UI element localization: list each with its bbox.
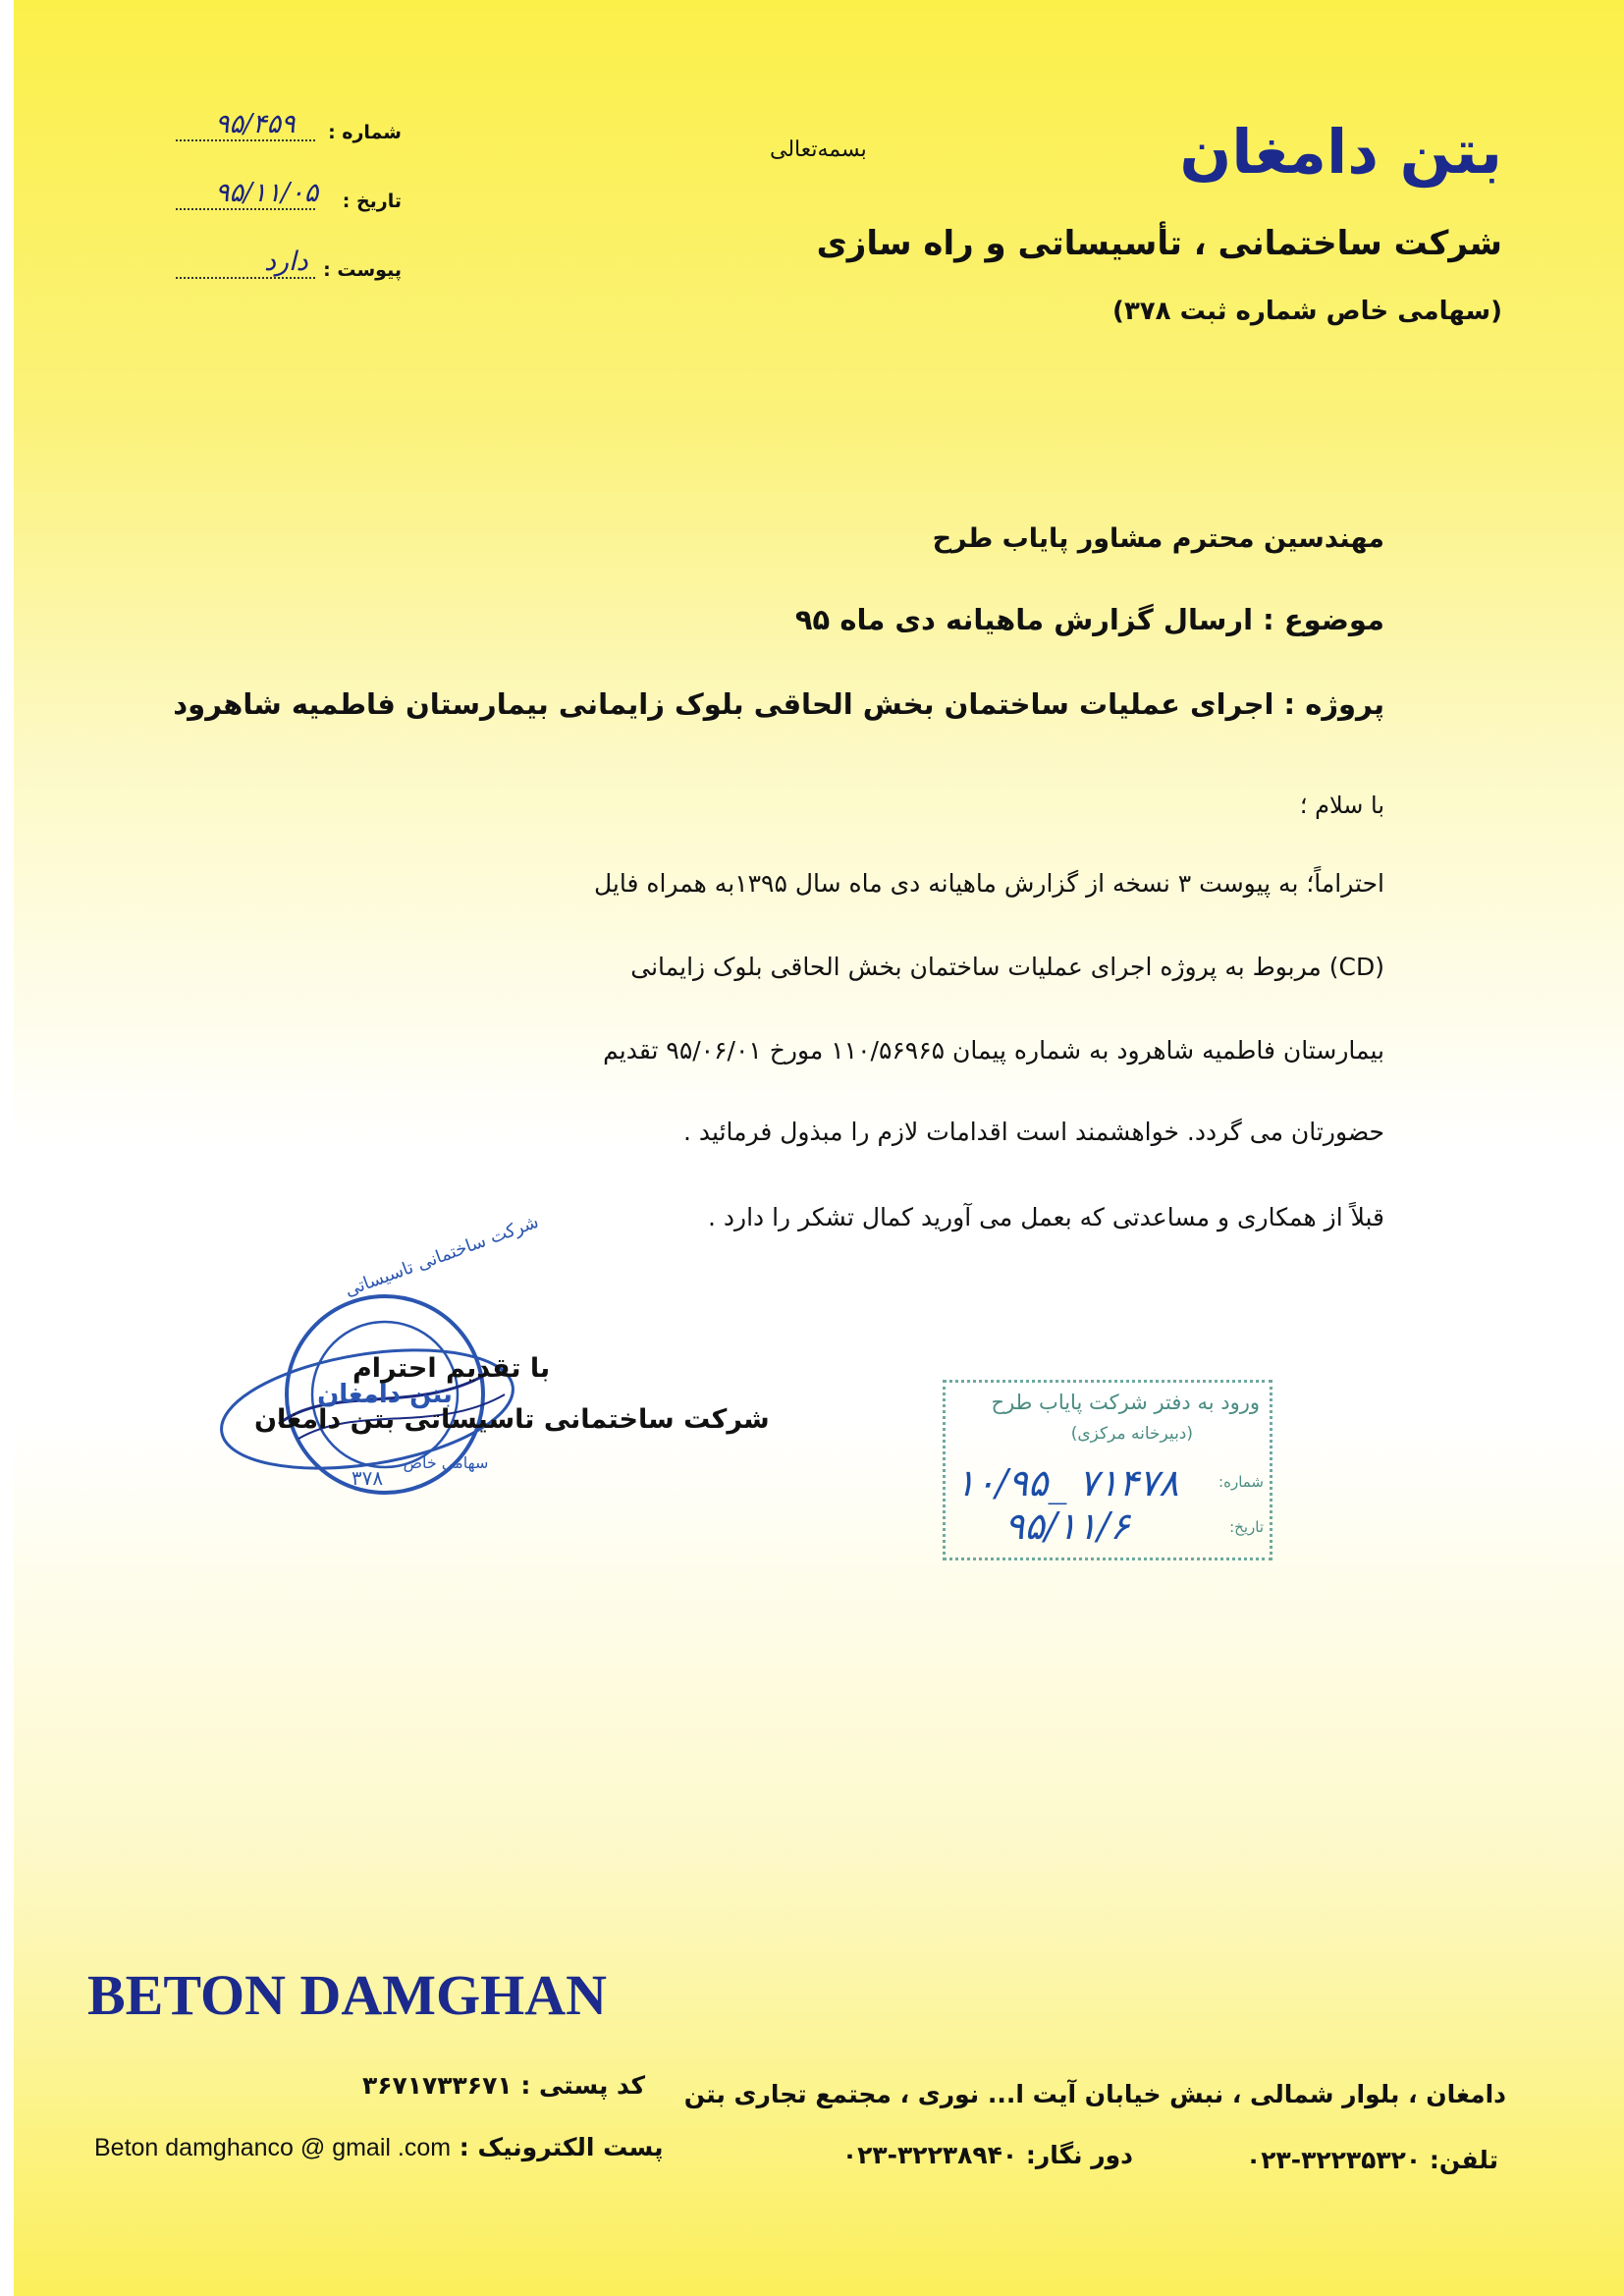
letter-greeting: با سلام ؛: [1299, 792, 1384, 819]
seal-center-text: بتن دامغان: [317, 1380, 453, 1409]
received-stamp-date: ۹۵/۱۱/۶: [1004, 1504, 1130, 1548]
brand-name-en: BETON DAMGHAN: [87, 1963, 608, 2027]
meta-date-value: ۹۵/۱۱/۰۵: [215, 178, 319, 208]
received-stamp-date-label: تاریخ:: [1229, 1518, 1264, 1536]
seal-top-text: شرکت ساختمانی تاسیساتی: [342, 1211, 542, 1301]
meta-date: [176, 175, 402, 214]
bismillah-text: بسمه‌تعالی: [770, 137, 867, 162]
received-stamp-title: ورود به دفتر شرکت پایاب طرح: [991, 1391, 1260, 1414]
meta-number-line: [176, 139, 315, 141]
meta-attachment-value: دارد: [264, 246, 308, 277]
meta-number-label: شماره :: [328, 122, 402, 143]
seal-bottom-text: سهامی خاص: [403, 1453, 489, 1472]
signature-company: شرکت ساختمانی تاسیساتی بتن دامغان: [254, 1404, 770, 1435]
meta-attachment-label: پیوست :: [323, 259, 402, 281]
footer-postal-label: کد پستی :: [520, 2071, 646, 2100]
meta-attachment: [176, 244, 402, 283]
letter-body-line: احتراماً؛ به پیوست ۳ نسخه از گزارش ماهیانه دی ماه سال ۱۳۹۵به همراه فایل: [593, 869, 1384, 898]
footer-email-value: Beton damghanco @ gmail .com: [94, 2134, 452, 2161]
letter-body-line: (CD) مربوط به پروژه اجرای عملیات ساختمان بخش الحاقی بلوک زایمانی: [630, 953, 1384, 981]
meta-date-line: [176, 208, 315, 210]
letter-addressee: مهندسین محترم مشاور پایاب طرح: [932, 523, 1384, 554]
company-name-fa: شرکت ساختمانی ، تأسیساتی و راه سازی: [816, 224, 1502, 263]
footer-address: دامغان ، بلوار شمالی ، نبش خیابان آیت ا... نوری ، مجتمع تجاری بتن: [683, 2080, 1506, 2108]
company-registration: (سهامی خاص شماره ثبت ۳۷۸): [1112, 297, 1502, 326]
footer-email: [94, 2133, 663, 2162]
brand-name-fa: بتن دامغان: [1179, 116, 1502, 188]
footer-tel: تلفن: ۳۲۲۳۵۳۲۰-۰۲۳: [1245, 2146, 1498, 2174]
letter-body-line: بیمارستان فاطمیه شاهرود به شماره پیمان ۱۱۰/۵۶۹۶۵ مورخ ۹۵/۰۶/۰۱ تقدیم: [603, 1036, 1384, 1065]
meta-number: [176, 106, 402, 145]
received-stamp-number-label: شماره:: [1218, 1473, 1264, 1491]
received-stamp: [943, 1380, 1272, 1560]
letterhead-page: [14, 0, 1624, 2296]
signature-regards: با تقدیم احترام: [352, 1353, 551, 1384]
meta-date-label: تاریخ :: [342, 191, 402, 212]
seal-number-text: ۳۷۸: [351, 1466, 384, 1490]
received-stamp-subtitle: (دبیرخانه مرکزی): [1070, 1424, 1193, 1444]
letter-project: پروژه : اجرای عملیات ساختمان بخش الحاقی بلوک زایمانی بیمارستان فاطمیه شاهرود: [173, 687, 1384, 721]
footer-fax: دور نگار: ۳۲۲۳۸۹۴۰-۰۲۳: [841, 2141, 1133, 2169]
footer-postal: [362, 2071, 645, 2100]
letter-closing: قبلاً از همکاری و مساعدتی که بعمل می آورید کمال تشکر را دارد .: [707, 1203, 1384, 1231]
footer-postal-value: ۳۶۷۱۷۳۳۶۷۱: [362, 2071, 513, 2100]
meta-number-value: ۹۵/۴۵۹: [215, 109, 296, 139]
meta-attachment-line: [176, 277, 315, 279]
company-seal-icon: [220, 1211, 542, 1532]
letter-body-line: حضورتان می گردد. خواهشمند است اقدامات لازم را مبذول فرمائید .: [683, 1118, 1384, 1146]
letter-subject: موضوع : ارسال گزارش ماهیانه دی ماه ۹۵: [794, 603, 1384, 636]
received-stamp-number: ۱۰/۹۵_ ۷۱۴۷۸: [955, 1461, 1179, 1504]
footer-email-label: پست الکترونیک :: [459, 2133, 664, 2161]
